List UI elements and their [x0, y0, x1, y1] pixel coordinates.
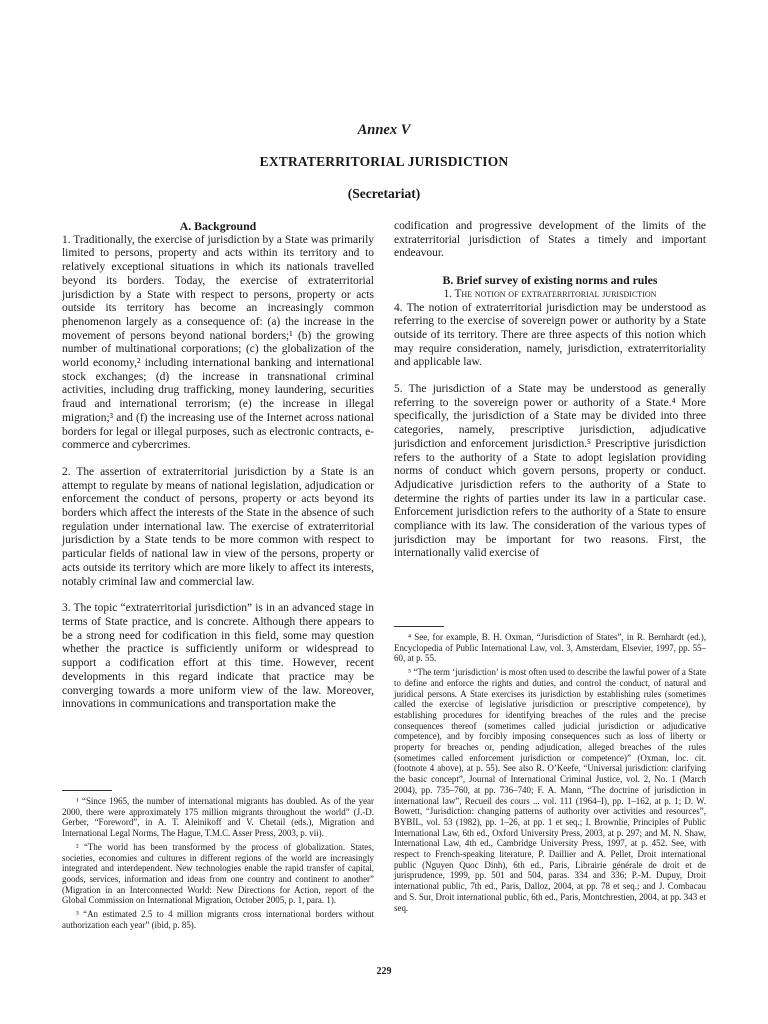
right-footnotes: [394, 626, 706, 916]
annex-label: Annex V: [357, 122, 411, 138]
section-heading-survey: B. Brief survey of existing norms and rules: [442, 273, 658, 288]
subsection-heading-notion: [394, 288, 706, 302]
paragraph-1: 1. Traditionally, the exercise of jurisdiction by a State was primarily limited to persons, property and acts within its territory and to relatively exceptional situations in which its nationals travelled beyond its borders. Today, the exercise of extraterritorial jurisdiction by a State with respect to persons, property or acts outside its territory has become an increasingly common phenomenon largely as a consequence of: (a) the increase in the movement of persons beyond national borders;¹ (b) the growing number of multinational corporations; (c) the globalization of the world economy,² including international banking and international stock exchanges; (d) the increase in transnational criminal activities, including drug trafficking, money laundering, securities fraud and international terrorism; (e) the increase in illegal migration;³ and (f) the increasing use of the Internet across national borders for legal or illegal purposes, such as electronic contracts, e-commerce and cybercrimes.: [62, 233, 374, 452]
footnote-4: ⁴ See, for example, B. H. Oxman, “Jurisdiction of States”, in R. Bernhardt (ed.), Encyclopedia of Public International Law, vol. 3, Amsterdam, Elsevier, 1997, pp. 55–60, at p. 55.: [394, 632, 706, 664]
paragraph-4: 4. The notion of extraterritorial jurisdiction may be understood as referring to the exercise of sovereign power or authority by a State outside of its territory. There are three aspects of this notion which may require consideration, namely, jurisdiction, extraterritoriality and applicable law.: [394, 301, 706, 369]
left-footnotes: [62, 790, 374, 933]
footnote-1: ¹ “Since 1965, the number of international migrants has doubled. As of the year 2000, there were approximately 175 million migrants throughout the world” (J.-D. Gerber, “Foreword”, in A. T. Aleinikoff and V. Chetail (eds.), Migration and International Legal Norms, The Hague, T.M.C. Asser Press, 2003, p. vii).: [62, 796, 374, 839]
subsection-heading-text: 1. The notion of extraterritorial jurisdiction: [443, 287, 657, 300]
paragraph-3-continued: codification and progressive development of the limits of the extraterritorial jurisdiction of States a timely and important endeavour.: [394, 220, 706, 260]
paragraph-2: 2. The assertion of extraterritorial jurisdiction by a State is an attempt to regulate by means of national legislation, adjudication or enforcement the conduct of persons, property or acts beyond its borders which affect the interests of the State in the absence of such regulation under international law. The exercise of extraterritorial jurisdiction by a State tends to be more common with respect to particular fields of national law in view of the persons, property or acts outside its territory which are more likely to affect its interests, notably criminal law and commercial law.: [62, 465, 374, 588]
footnote-rule: [394, 626, 444, 627]
page-number: 229: [376, 966, 392, 977]
left-column: [62, 220, 374, 725]
document-title: EXTRATERRITORIAL JURISDICTION: [259, 154, 509, 169]
footnote-rule: [62, 790, 112, 791]
footnote-5: ⁵ “The term ‘jurisdiction’ is most often used to describe the lawful power of a State to define and enforce the rights and duties, and control the conduct, of natural and juridical persons. A State exercises its jurisdiction by establishing rules (sometimes called the exercise of legislative jurisdiction or prescriptive competence), by establishing procedures for identifying breaches of the rules and the precise consequences thereof (sometimes called judicial jurisdiction or adjudicative competence), and by forcibly imposing consequences such as loss of liberty or property for breaches or, pending adjudication, alleged breaches of the rules (sometimes called enforcement jurisdiction or competence)” (Oxman, loc. cit. (footnote 4 above), at p. 55). See also R. O’Keefe, “Universal jurisdiction: clarifying the basic concept”, Journal of International Criminal Justice, vol. 2, No. 1 (March 2004), pp. 735–760, at pp. 736–740; F. A. Mann, “The doctrine of jurisdiction in international law”, Recueil des cours ... vol. 111 (1964–I), pp. 1–162, at p. 1; D. W. Bowett, “Jurisdiction: changing patterns of authority over activities and resources”, BYBIL, vol. 53 (1982), pp. 1–26, at pp. 1 et seq.; I. Brownlie, Principles of Public International Law, 6th ed., Oxford University Press, 2003, at p. 297; and M. N. Shaw, International Law, 4th ed., Cambridge University Press, 1997, at p. 452. See, with respect to French-speaking literature, P. Daillier and A. Pellet, Droit international public (Nguyen Quoc Dinh), 6th ed., Paris, Librairie générale de droit et de jurisprudence, 1999, pp. 501 and 504, paras. 334 and 336; P.-M. Dupuy, Droit international public, 7th ed., Paris, Dalloz, 2004, at pp. 78 et seq.; and J. Combacau and S. Sur, Droit international public, 6th ed., Paris, Montchrestien, 2004, at pp. 343 et seq.: [394, 667, 706, 913]
paragraph-5: 5. The jurisdiction of a State may be understood as generally referring to the sovereign power or authority of a State.⁴ More specifically, the jurisdiction of a State may be divided into three categories, namely, prescriptive jurisdiction, adjudicative jurisdiction and enforcement jurisdiction.⁵ Prescriptive jurisdiction refers to the authority of a State to adopt legislation providing norms of conduct which govern persons, property or conduct. Adjudicative jurisdiction refers to the authority of a State to determine the rights of parties under its law in a particular case. Enforcement jurisdiction refers to the authority of a State to ensure compliance with its law. The consideration of the various types of jurisdiction may be important for two reasons. First, the internationally valid exercise of: [394, 383, 706, 560]
paragraph-3: 3. The topic “extraterritorial jurisdiction” is in an advanced stage in terms of State practice, and is concrete. Although there appears to be a strong need for codification in this field, some may question whether the practice is sufficiently uniform or widespread to support a codification effort at this time. However, recent developments in this regard indicate that practice may be converging towards a more uniform view of the law. Moreover, innovations in communications and transportation make the: [62, 602, 374, 711]
section-heading-background: A. Background: [179, 219, 257, 233]
footnote-2: ² “The world has been transformed by the process of globalization. States, societies, economies and cultures in different regions of the world are increasingly integrated and interdependent. New technologies enable the rapid transfer of capital, goods, services, information and ideas from one country and continent to another” (Migration in an Interconnected World: New Directions for Action, report of the Global Commission on International Migration, October 2005, p. 1, para. 1).: [62, 841, 374, 906]
footnote-3: ³ “An estimated 2.5 to 4 million migrants cross international borders without authorization each year” (ibid, p. 85).: [62, 909, 374, 930]
document-subtitle: (Secretariat): [347, 186, 421, 201]
right-column: [394, 220, 706, 574]
